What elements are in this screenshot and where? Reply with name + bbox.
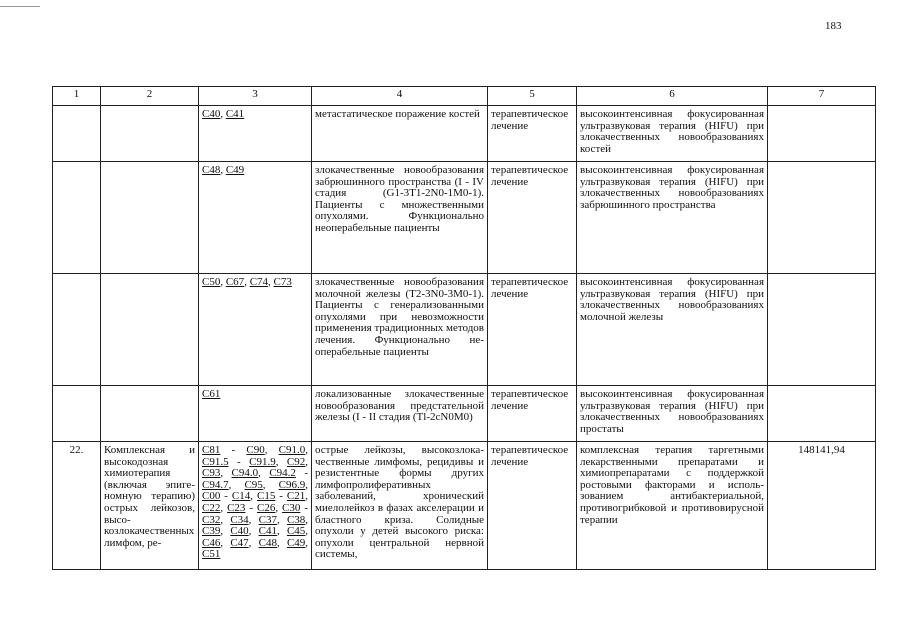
cost-cell xyxy=(768,386,876,442)
icd-code-link[interactable]: C38 xyxy=(286,513,306,526)
table-row xyxy=(53,274,876,386)
table-row xyxy=(53,386,876,442)
icd-code-link[interactable]: C49 xyxy=(286,536,306,549)
code-separator: , xyxy=(268,277,274,288)
code-separator: - xyxy=(275,490,287,503)
icd-code-link[interactable]: C32 xyxy=(202,513,221,526)
code-separator: - xyxy=(220,445,247,456)
icd-code-link[interactable]: C26 xyxy=(256,501,276,514)
code-separator: - xyxy=(245,501,257,514)
method-group-cell xyxy=(101,442,199,570)
top-edge-mark xyxy=(0,6,40,7)
icd-codes-cell xyxy=(199,106,312,162)
treatment-cell xyxy=(488,386,577,442)
row-number-cell xyxy=(53,442,101,570)
icd-code-link[interactable]: C41 xyxy=(258,525,277,538)
code-separator: , xyxy=(305,445,308,456)
icd-code-link[interactable]: C67 xyxy=(225,277,245,288)
icd-code-link[interactable]: C95 xyxy=(244,478,263,491)
icd-code-link[interactable]: C40 xyxy=(202,109,221,120)
icd-code-link[interactable]: C21 xyxy=(286,490,306,503)
treatment-cell-text: терапевтическое лечение xyxy=(491,389,569,412)
code-separator: , xyxy=(305,490,308,503)
row-number-cell xyxy=(53,106,101,162)
icd-code-link[interactable]: C94.7 xyxy=(202,478,229,491)
icd-code-link[interactable]: C41 xyxy=(225,109,245,120)
icd-codes-list xyxy=(202,109,308,121)
code-separator: , xyxy=(305,455,308,468)
icd-code-link[interactable]: C45 xyxy=(286,525,306,538)
icd-code-link[interactable]: C15 xyxy=(256,490,276,503)
icd-code-link[interactable]: C90 xyxy=(246,445,265,456)
condition-cell-text: злокачественные новообразования молочной железы (T2-3N0-3M0-1). Пациенты с генерализованными опухолями при невозможности применения традиционных методов лечения. Функционально неоперабельные пациенты xyxy=(315,277,484,358)
code-separator: , xyxy=(275,455,287,468)
method-group-cell xyxy=(101,274,199,386)
icd-code-link[interactable]: C00 xyxy=(202,490,221,503)
condition-cell xyxy=(312,162,488,274)
code-separator: , xyxy=(228,478,245,491)
code-separator: , xyxy=(250,490,257,503)
icd-code-link[interactable]: C74 xyxy=(249,277,269,288)
condition-cell-text: метастатическое поражение костей xyxy=(315,109,480,120)
code-separator: , xyxy=(305,478,308,491)
treatment-cell xyxy=(488,442,577,570)
icd-codes-list xyxy=(202,277,308,289)
cost-cell xyxy=(768,274,876,386)
column-header: 1 xyxy=(53,87,101,106)
icd-codes-list xyxy=(202,165,308,177)
code-separator: , xyxy=(220,525,231,538)
row-number-cell-text: 22. xyxy=(69,445,84,456)
method-cell xyxy=(577,386,768,442)
icd-code-link[interactable]: C96.9 xyxy=(278,478,306,491)
icd-code-link[interactable]: C51 xyxy=(202,548,221,561)
method-group-cell xyxy=(101,106,199,162)
icd-codes-cell xyxy=(199,442,312,570)
method-group-cell-text: Комплексная и высокодозная химиотерапия (включая эпигеномную терапию) острых лейкозов, высокозлокачественных лимфом, ре- xyxy=(104,445,195,549)
code-separator: , xyxy=(248,536,259,549)
method-cell xyxy=(577,274,768,386)
table-row xyxy=(53,106,876,162)
method-group-cell xyxy=(101,162,199,274)
icd-codes-cell xyxy=(199,386,312,442)
icd-code-link[interactable]: C92 xyxy=(286,455,306,468)
code-separator: , xyxy=(220,467,232,480)
column-header: 2 xyxy=(101,87,199,106)
icd-codes-list xyxy=(202,389,308,401)
column-header: 6 xyxy=(577,87,768,106)
row-number-cell xyxy=(53,274,101,386)
table-row xyxy=(53,162,876,274)
icd-code-link[interactable]: C40 xyxy=(230,525,249,538)
icd-code-link[interactable]: C91.5 xyxy=(202,455,229,468)
icd-codes-list xyxy=(202,445,308,561)
code-separator: , xyxy=(305,513,308,526)
icd-code-link[interactable]: C22 xyxy=(202,501,221,514)
treatment-cell-text: терапевтическое лечение xyxy=(491,165,569,188)
icd-code-link[interactable]: C91.9 xyxy=(249,455,276,468)
condition-cell-text: злокачественные новообразования забрюшинного пространства (I - IV стадия (G1-3T1-2N0-1M0-1). Пациенты с множественными опухолями. Функционально неоперабельные пациенты xyxy=(315,165,484,234)
code-separator: , xyxy=(305,536,308,549)
table-row xyxy=(53,442,876,570)
code-separator: , xyxy=(220,277,226,288)
code-separator: , xyxy=(258,467,270,480)
icd-code-link[interactable]: C93 xyxy=(202,467,221,480)
code-separator: , xyxy=(264,445,279,456)
code-separator: , xyxy=(220,536,231,549)
row-number-cell xyxy=(53,386,101,442)
method-cell-text: высокоинтенсивная фокусированная ультразвуковая терапия (HIFU) при злокачественных новообразованиях забрюшинного пространства xyxy=(580,165,764,211)
icd-code-link[interactable]: C48 xyxy=(202,165,221,176)
treatment-cell xyxy=(488,274,577,386)
row-number-cell xyxy=(53,162,101,274)
icd-code-link[interactable]: C23 xyxy=(227,501,246,514)
icd-code-link[interactable]: C61 xyxy=(202,389,221,400)
icd-codes-cell xyxy=(199,274,312,386)
cost-cell-text: 148141,94 xyxy=(798,445,845,456)
code-separator: - xyxy=(220,490,232,503)
method-cell xyxy=(577,162,768,274)
condition-cell xyxy=(312,442,488,570)
condition-cell-text: локализованные злокачественные новообразования предстательной железы (I - II стадия (Tl-2cN0M0) xyxy=(315,389,484,424)
code-separator: , xyxy=(248,525,259,538)
column-header: 7 xyxy=(768,87,876,106)
code-separator: , xyxy=(276,525,287,538)
treatment-cell-text: терапевтическое лечение xyxy=(491,445,569,468)
icd-code-link[interactable]: C94.2 xyxy=(269,467,296,480)
treatment-cell-text: терапевтическое лечение xyxy=(491,109,569,132)
code-separator: , xyxy=(220,165,226,176)
code-separator: - xyxy=(295,467,308,480)
code-separator: - xyxy=(228,455,250,468)
column-header: 4 xyxy=(312,87,488,106)
icd-code-link[interactable]: C73 xyxy=(273,277,292,288)
code-separator: , xyxy=(244,277,250,288)
icd-code-link[interactable]: C81 xyxy=(202,445,221,456)
column-header: 3 xyxy=(199,87,312,106)
code-separator: , xyxy=(275,501,283,514)
method-cell-text: комплексная терапия таргетными лекарственными препаратами и химиопрепаратами с поддержкой ростовыми факторами и использованием антибактериальной, противогрибковой и противовирусной терапии xyxy=(580,445,764,526)
condition-cell xyxy=(312,386,488,442)
treatment-cell-text: терапевтическое лечение xyxy=(491,277,569,300)
method-group-cell xyxy=(101,386,199,442)
method-cell xyxy=(577,106,768,162)
treatment-cell xyxy=(488,162,577,274)
method-cell xyxy=(577,442,768,570)
icd-code-link[interactable]: C14 xyxy=(231,490,251,503)
code-separator: , xyxy=(220,501,228,514)
icd-code-link[interactable]: C94.0 xyxy=(231,467,259,480)
column-header: 5 xyxy=(488,87,577,106)
code-separator: , xyxy=(276,513,287,526)
code-separator: , xyxy=(305,525,308,538)
icd-code-link[interactable]: C30 xyxy=(282,501,301,514)
condition-cell xyxy=(312,106,488,162)
method-cell-text: высокоинтенсивная фокусированная ультразвуковая терапия (HIFU) при злокачественных новообразованиях молочной железы xyxy=(580,277,764,323)
icd-code-link[interactable]: C91.0 xyxy=(278,445,306,456)
page-number: 183 xyxy=(825,20,842,32)
icd-code-link[interactable]: C34 xyxy=(230,513,249,526)
icd-code-link[interactable]: C37 xyxy=(258,513,277,526)
condition-cell-text: острые лейкозы, высокозлокачественные лимфомы, рецидивы и резистентные формы других лимфопролиферативных заболеваний, хронический миелолейкоз в фазах акселерации и бластного криза. Солидные опухоли у детей высокого риска: опухоли центральной нервной системы, xyxy=(315,445,484,561)
method-cell-text: высокоинтенсивная фокусированная ультразвуковая терапия (HIFU) при злокачественных новообразованиях простаты xyxy=(580,389,764,435)
treatment-cell xyxy=(488,106,577,162)
condition-cell xyxy=(312,274,488,386)
procedures-table xyxy=(52,86,876,570)
code-separator: , xyxy=(220,513,231,526)
code-separator: - xyxy=(300,501,308,514)
icd-code-link[interactable]: C50 xyxy=(202,277,221,288)
cost-cell xyxy=(768,162,876,274)
icd-codes-cell xyxy=(199,162,312,274)
code-separator: , xyxy=(248,513,259,526)
cost-cell xyxy=(768,106,876,162)
icd-code-link[interactable]: C47 xyxy=(230,536,249,549)
cost-cell xyxy=(768,442,876,570)
code-separator: , xyxy=(220,109,226,120)
icd-code-link[interactable]: C39 xyxy=(202,525,221,538)
icd-code-link[interactable]: C46 xyxy=(202,536,221,549)
icd-code-link[interactable]: C49 xyxy=(225,165,245,176)
code-separator: , xyxy=(276,536,287,549)
code-separator: , xyxy=(262,478,279,491)
icd-code-link[interactable]: C48 xyxy=(258,536,277,549)
method-cell-text: высокоинтенсивная фокусированная ультразвуковая терапия (HIFU) при злокачественных новообразованиях костей xyxy=(580,109,764,155)
header-row xyxy=(53,87,876,106)
